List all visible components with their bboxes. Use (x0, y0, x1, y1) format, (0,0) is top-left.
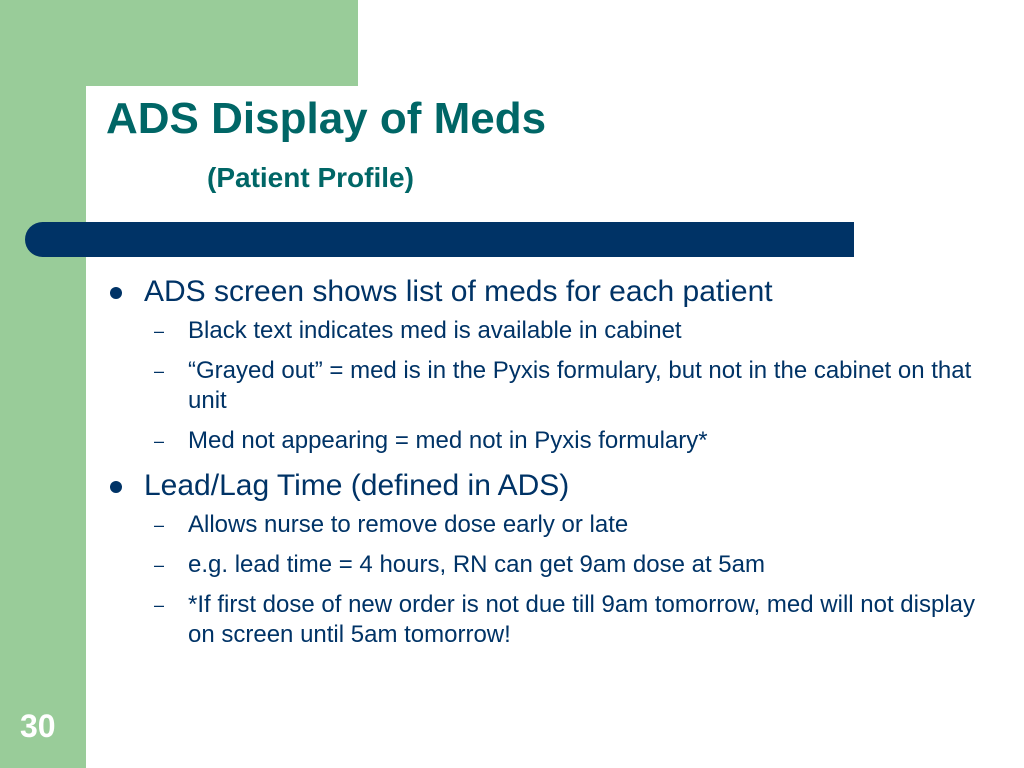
sub-bullet-item (144, 426, 988, 456)
sub-bullet-list (144, 510, 988, 650)
sub-bullet-text: Allows nurse to remove dose early or late (188, 511, 629, 538)
sub-bullet-text: “Grayed out” = med is in the Pyxis formulary, but not in the cabinet on that unit (188, 357, 972, 414)
left-accent-band (0, 0, 86, 768)
slide-title: ADS Display of Meds (106, 94, 547, 143)
dash-icon: – (154, 555, 165, 575)
top-accent-band (0, 0, 358, 86)
sub-bullet-text: Black text indicates med is available in cabinet (188, 317, 682, 344)
title-divider-bar (25, 222, 854, 257)
bullet-text: Lead/Lag Time (defined in ADS) (144, 469, 570, 502)
sub-bullet-item (144, 510, 988, 540)
sub-bullet-text: *If first dose of new order is not due till 9am tomorrow, med will not display on screen until 5am tomorrow! (188, 591, 976, 648)
bullet-item (108, 466, 988, 506)
bullet-item (108, 272, 988, 312)
slide-subtitle: (Patient Profile) (207, 162, 414, 193)
bullet-dot-icon (110, 481, 122, 493)
sub-bullet-item (144, 550, 988, 580)
bullet-text: ADS screen shows list of meds for each patient (144, 275, 773, 308)
dash-icon: – (154, 321, 165, 341)
dash-icon: – (154, 431, 165, 451)
sub-bullet-item (144, 356, 988, 416)
sub-bullet-item (144, 590, 988, 650)
sub-bullet-text: e.g. lead time = 4 hours, RN can get 9am dose at 5am (188, 551, 765, 578)
sub-bullet-text: Med not appearing = med not in Pyxis formulary* (188, 427, 708, 454)
page-number: 30 (20, 708, 56, 744)
bullet-dot-icon (110, 287, 122, 299)
sub-bullet-item (144, 316, 988, 346)
dash-icon: – (154, 515, 165, 535)
dash-icon: – (154, 361, 165, 381)
dash-icon: – (154, 595, 165, 615)
bullet-list (108, 272, 988, 660)
sub-bullet-list (144, 316, 988, 456)
